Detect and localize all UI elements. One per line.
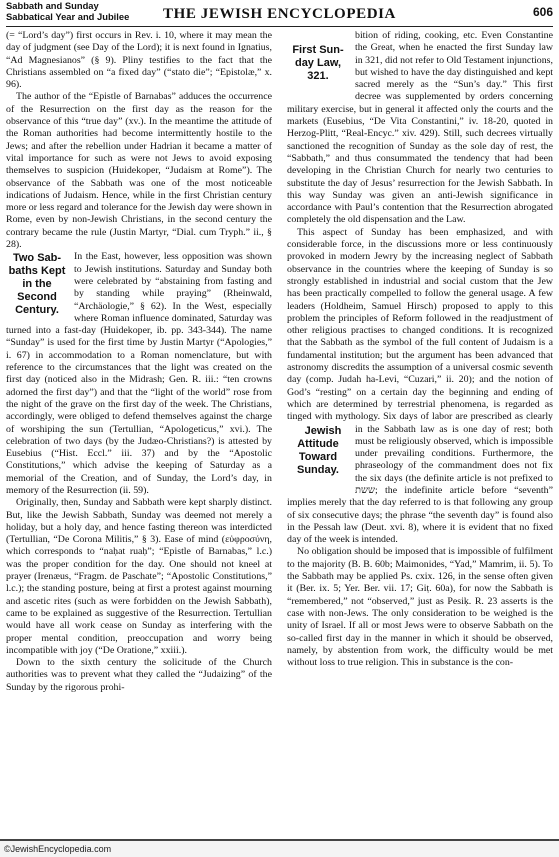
- left-column: [6, 30, 272, 838]
- paragraph: This aspect of Sunday has been emphasized, and with considerable force, in the discussions more or less continuously provoked in modern Jewry by the increasing neglect of Sabbath observance in the countries where the keeping of Sunday is so strongly established in industrial and social custom that the Jew has been practically compelled to follow the general usage. A few leaders (Holdheim, Samuel Hirsch) proposed to apply to this problem the principles of Reform followed in the readjustment of other religious practises to changed conditions. It is recognized that the Sabbath as the symbol of the full content of Judaism is a fundamental institution; but the argument has been advanced that astronomy discredits the assumption of a universal cosmic seventh day (comp. Judah ha-Levi, “Cuzari,” ii. 20); and the notion of God’s “resting” on a certain day the beginning and ending of which are determined by terrestrial phenomena, is regarded as tinged with mythology. Six days of labor are prescribed as clearly in the Sabbath law as is one day of rest; Jewish Attitude Toward Sunday. both must be religiously observed, which is impossible under prevailing conditions. Furthermore, the phraseology of the commandment does not fix the six days (the definite article is not prefixed to ששת; the indefinite article before “seventh” implies merely that the day referred to is that following any group of six consecutive days; the phrase “the seventh day” is found also in the Pessah law (Deut. xvi. 8), where it is evident that no fixed day of the week is intended.: [287, 226, 553, 546]
- paragraph: The author of the “Epistle of Barnabas” adduces the occurrence of the Resurrection on the first day as the reason for the observance of this “true day” (xv.). In the meantime the attitude of the Roman authorities had become intermittently hostile to the Jews; and after the rebellion under Hadrian it became a matter of vital importance for such as were not Jews to avoid exposing themselves to suspicion (Huidekoper, “Judaism at Rome”). The observance of the Sabbath was one of the most noticeable indications of Judaism. Hence, while in the first Christian century more or less regard and tolerance for the Jewish day were shown in Rome, even by non-Jewish Christians, in the second century the contrary became the rule (Justin Martyr, “Dial. cum Tryph.” ii., § 28).: [6, 91, 272, 251]
- paragraph: bition of riding, cooking, etc. Even Constantine the Great, when he enacted the first Sunday law in 321, did not refer to Old Testament injunctions, but wished to have the day distinguished and kept sacred merely as the “Sun’s day.” This first decree was supplemented by orders concerning military exercise, but in general it affected only the courts and the markets (Eusebius, “De Vita Constantini,” iv. 18-20, quoted in Herzog-Plitt, “Real-Encyc.” xiv. 429). Still, such decrees virtually sanctioned the recognition of Sunday as the sole day of rest, the “Sabbath,” and thus consummated the tendency that had been developing in the Christian Church for nearly two centuries to substitute the day of Jesus’ resurrection for the Jewish Sabbath. In this way Sunday was given an anti-Jewish significance in accordance with Paul’s contention that the Resurrection abrogated completely the old dispensation and the Law.: [287, 30, 553, 226]
- page-number: 606: [532, 5, 553, 19]
- copyright-text: ©JewishEncyclopedia.com: [4, 844, 112, 854]
- sidenote-two-sabbaths: Two Sab- baths Kept in the Second Century.: [8, 252, 66, 317]
- page-header: [6, 0, 553, 27]
- paragraph: Down to the sixth century the solicitude of the Church authorities was to prevent what they called the “Judaizing” of the Sunday by the rigorous prohi-: [6, 657, 272, 693]
- paragraph: No obligation should be imposed that is impossible of fulfilment to the majority (B. B. 60b; Maimonides, “Yad,” Mamrim, ii. 5). To the Sabbath may be applied Ps. cxix. 126, in the sense often given it (Ber. ix. 5; Yer. Ber. vii. 17; Giṭ. 60a), for now the Sabbath is “remembered,” not “observed,” just as Pesiḳ. R. 23 asserts is the case with non-Jews. The only consideration to be weighed is the unity of Israel. If all or most Jews were to observe Sabbath on the so-called first day in the manner in which it should be observed, namely, by abstention from work, the difficulty would be met without loss to true religion. This in substance is the con-: [287, 546, 553, 669]
- running-head-title: THE JEWISH ENCYCLOPEDIA: [162, 6, 396, 22]
- running-head-section: Sabbath and Sunday Sabbatical Year and Jubilee: [6, 0, 130, 22]
- paragraph: (= “Lord’s day”) first occurs in Rev. i. 10, where it may mean the day of judgment (see Day of the Lord); it is next found in Ignatius, “Ad Magnesianos” (§ 9). Pliny testifies to the fact that the Christians assembled on “a fixed day” (“stato die”; “Epistolæ,” x. 96).: [6, 30, 272, 91]
- right-column: [287, 30, 553, 838]
- footer-bar: [0, 839, 559, 857]
- sidenote-first-sunday-law: First Sun- day Law, 321.: [292, 44, 344, 82]
- sidenote-jewish-attitude: Jewish Attitude Toward Sunday.: [297, 424, 342, 476]
- paragraph: In the East, however, less opposition was shown to Jewish institutions. Saturday and Sunday both were celebrated by “abstaining from fasting and by standing while praying” (Rheinwald, “Archäologie,” § 62). In the West, especially where Roman influence dominated, Saturday was turned into a fast-day (Huidekoper, ib. pp. 343-344). The name “Sunday” is used for the first time by Justin Martyr (“Apologies,” i. 67) in accommodation to a Roman nomenclature, but with reference to the circumstances that the light was created on the first day (noticed also in the Midrash; Gen. R. iii.: “ten crowns adorned the first day”) and that the “light of the world” rose from the night of the grave on the first day of the week. The Christians, accordingly, were obliged to defend themselves against the charge of worshiping the sun (Tertullian, “Apologeticus,” xvi.). The celebration of two days (by the Judæo-Christians?) is attested by Eusebius (“Hist. Eccl.” iii. 37) and by the “Apostolic Constitutions,” which advise the keeping of Saturday as a memorial of the Creation, and of Sunday, the Lord’s day, in memory of the Resurrection (ii. 59).: [6, 251, 272, 496]
- paragraph: Originally, then, Sunday and Sabbath were kept sharply distinct. But, like the Jewish Sabbath, Sunday was deemed not merely a holiday, but a holy day, and hence fasting thereon was interdicted (Tertullian, “De Corona Militis,” § 3). Ease of mind (εὐφροσύνη, which corresponds to “naḥat ruaḥ”; “Epistle of Barnabas,” l.c.) was the proper condition for the day. One should not kneel at prayer (Irenæus, “Fragm. de Paschate”; “Apostolic Constitutions,” l.c.); the standing posture, being at first a protest against mourning and ascetic rites (such as were forbidden on the Jewish Sabbath), came to be explained as suggestive of the Resurrection. Tertullian would have all work cease on Sunday as interfering with the proper mental condition, preoccupation and worry being incompatible with joy (“De Oratione,” xxiii.).: [6, 497, 272, 656]
